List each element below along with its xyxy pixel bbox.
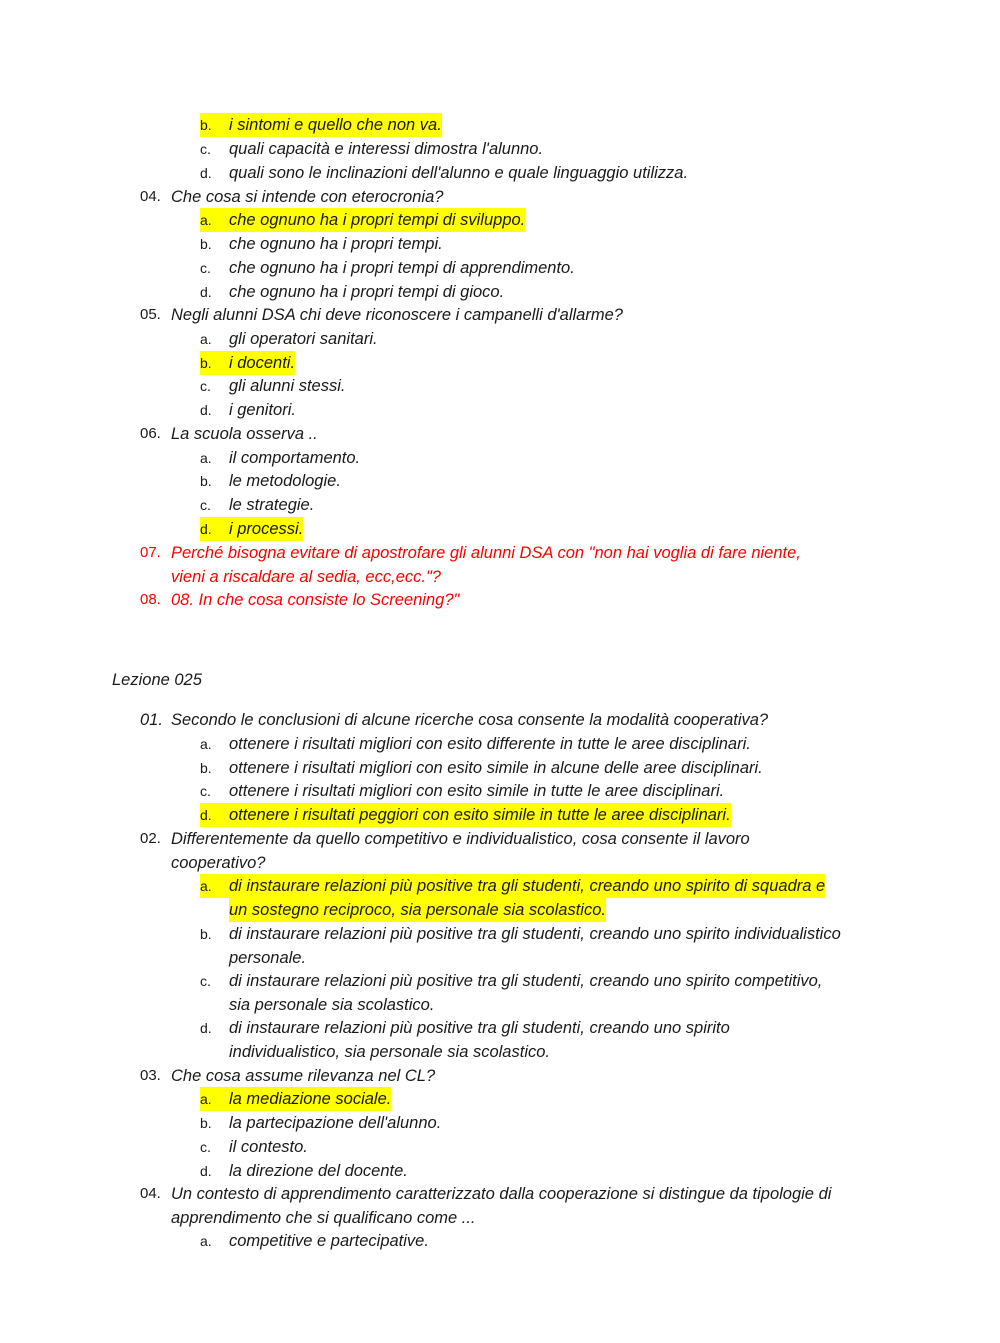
option-letter: a. (200, 1087, 229, 1111)
option-text: che ognuno ha i propri tempi. (229, 235, 443, 253)
option-text: i processi. (229, 517, 303, 541)
question-number: 02. (140, 830, 161, 847)
question-text: vieni a riscaldare al sedia, ecc,ecc."? (171, 568, 441, 586)
option-text: individualistico, sia personale sia scolastico. (229, 1043, 550, 1061)
option-text: i genitori. (229, 401, 296, 419)
option-letter: a. (200, 450, 212, 466)
option-letter: d. (200, 1020, 212, 1036)
option-letter: c. (200, 260, 211, 276)
option-letter: c. (200, 783, 211, 799)
option-letter: d. (200, 402, 212, 418)
option-text: il contesto. (229, 1138, 308, 1156)
option-text: ottenere i risultati migliori con esito simile in alcune delle aree disciplinari. (229, 759, 763, 777)
question-text: 08. In che cosa consiste lo Screening?" (171, 591, 460, 609)
option-text: il comportamento. (229, 449, 361, 467)
option-text: che ognuno ha i propri tempi di sviluppo. (229, 208, 525, 232)
option-text: la partecipazione dell'alunno. (229, 1114, 442, 1132)
option-letter: b. (200, 113, 229, 137)
option-text: ottenere i risultati migliori con esito differente in tutte le aree disciplinari. (229, 735, 751, 753)
option-letter: b. (200, 926, 212, 942)
option-letter: d. (200, 1163, 212, 1179)
option-text: quali capacità e interessi dimostra l'alunno. (229, 140, 544, 158)
option-text: quali sono le inclinazioni dell'alunno e quale linguaggio utilizza. (229, 164, 689, 182)
option-letter: b. (200, 1115, 212, 1131)
option-text: di instaurare relazioni più positive tra gli studenti, creando uno spirito individualistico (229, 925, 841, 943)
option-letter: d. (200, 517, 229, 541)
lesson-title: Lezione 025 (112, 671, 202, 689)
question-number: 08. (140, 591, 161, 608)
option-letter: a. (200, 736, 212, 752)
question-text: apprendimento che si qualificano come ... (171, 1209, 476, 1227)
option-text: la direzione del docente. (229, 1162, 408, 1180)
option-letter: b. (200, 236, 212, 252)
option-letter: c. (200, 497, 211, 513)
option-text: di instaurare relazioni più positive tra gli studenti, creando uno spirito (229, 1019, 730, 1037)
option-text: che ognuno ha i propri tempi di gioco. (229, 283, 505, 301)
question-number: 06. (140, 425, 161, 442)
question-number: 03. (140, 1067, 161, 1084)
option-text: le metodologie. (229, 472, 341, 490)
option-text: gli alunni stessi. (229, 377, 346, 395)
question-text: La scuola osserva .. (171, 425, 318, 443)
question-text: Differentemente da quello competitivo e individualistico, cosa consente il lavoro (171, 830, 750, 848)
option-text: competitive e partecipative. (229, 1232, 429, 1250)
question-text: cooperativo? (171, 854, 266, 872)
option-text: un sostegno reciproco, sia personale sia scolastico. (229, 898, 606, 922)
question-text: Che cosa assume rilevanza nel CL? (171, 1067, 436, 1085)
question-text: Secondo le conclusioni di alcune ricerche cosa consente la modalità cooperativa? (171, 711, 769, 729)
option-text: personale. (229, 949, 307, 967)
option-text: gli operatori sanitari. (229, 330, 378, 348)
option-text: che ognuno ha i propri tempi di apprendimento. (229, 259, 575, 277)
question-number: 04. (140, 1185, 161, 1202)
option-letter: c. (200, 1139, 211, 1155)
question-number: 05. (140, 306, 161, 323)
question-text: Che cosa si intende con eterocronia? (171, 188, 444, 206)
option-letter: a. (200, 331, 212, 347)
option-letter: a. (200, 874, 229, 898)
option-letter: c. (200, 378, 211, 394)
option-letter: b. (200, 351, 229, 375)
question-text: Un contesto di apprendimento caratterizzato dalla cooperazione si distingue da tipologie di (171, 1185, 832, 1203)
option-letter: c. (200, 141, 211, 157)
option-letter: b. (200, 760, 212, 776)
option-text: di instaurare relazioni più positive tra gli studenti, creando uno spirito competitivo, (229, 972, 823, 990)
option-letter: c. (200, 973, 211, 989)
option-text: sia personale sia scolastico. (229, 996, 435, 1014)
option-letter: a. (200, 1233, 212, 1249)
option-letter: d. (200, 284, 212, 300)
question-number: 01. (140, 711, 163, 729)
option-letter: d. (200, 165, 212, 181)
option-letter: a. (200, 208, 229, 232)
option-text: i sintomi e quello che non va. (229, 113, 442, 137)
question-number: 04. (140, 188, 161, 205)
question-text: Perché bisogna evitare di apostrofare gli alunni DSA con "non hai voglia di fare niente, (171, 544, 801, 562)
option-letter: b. (200, 473, 212, 489)
option-letter: d. (200, 803, 229, 827)
option-text: ottenere i risultati peggiori con esito simile in tutte le aree disciplinari. (229, 803, 731, 827)
option-text: la mediazione sociale. (229, 1087, 391, 1111)
option-text: di instaurare relazioni più positive tra gli studenti, creando uno spirito di squadra e (229, 874, 825, 898)
option-text: i docenti. (229, 351, 295, 375)
question-text: Negli alunni DSA chi deve riconoscere i campanelli d'allarme? (171, 306, 623, 324)
option-text: ottenere i risultati migliori con esito simile in tutte le aree disciplinari. (229, 782, 725, 800)
question-number: 07. (140, 544, 161, 561)
option-text: le strategie. (229, 496, 315, 514)
